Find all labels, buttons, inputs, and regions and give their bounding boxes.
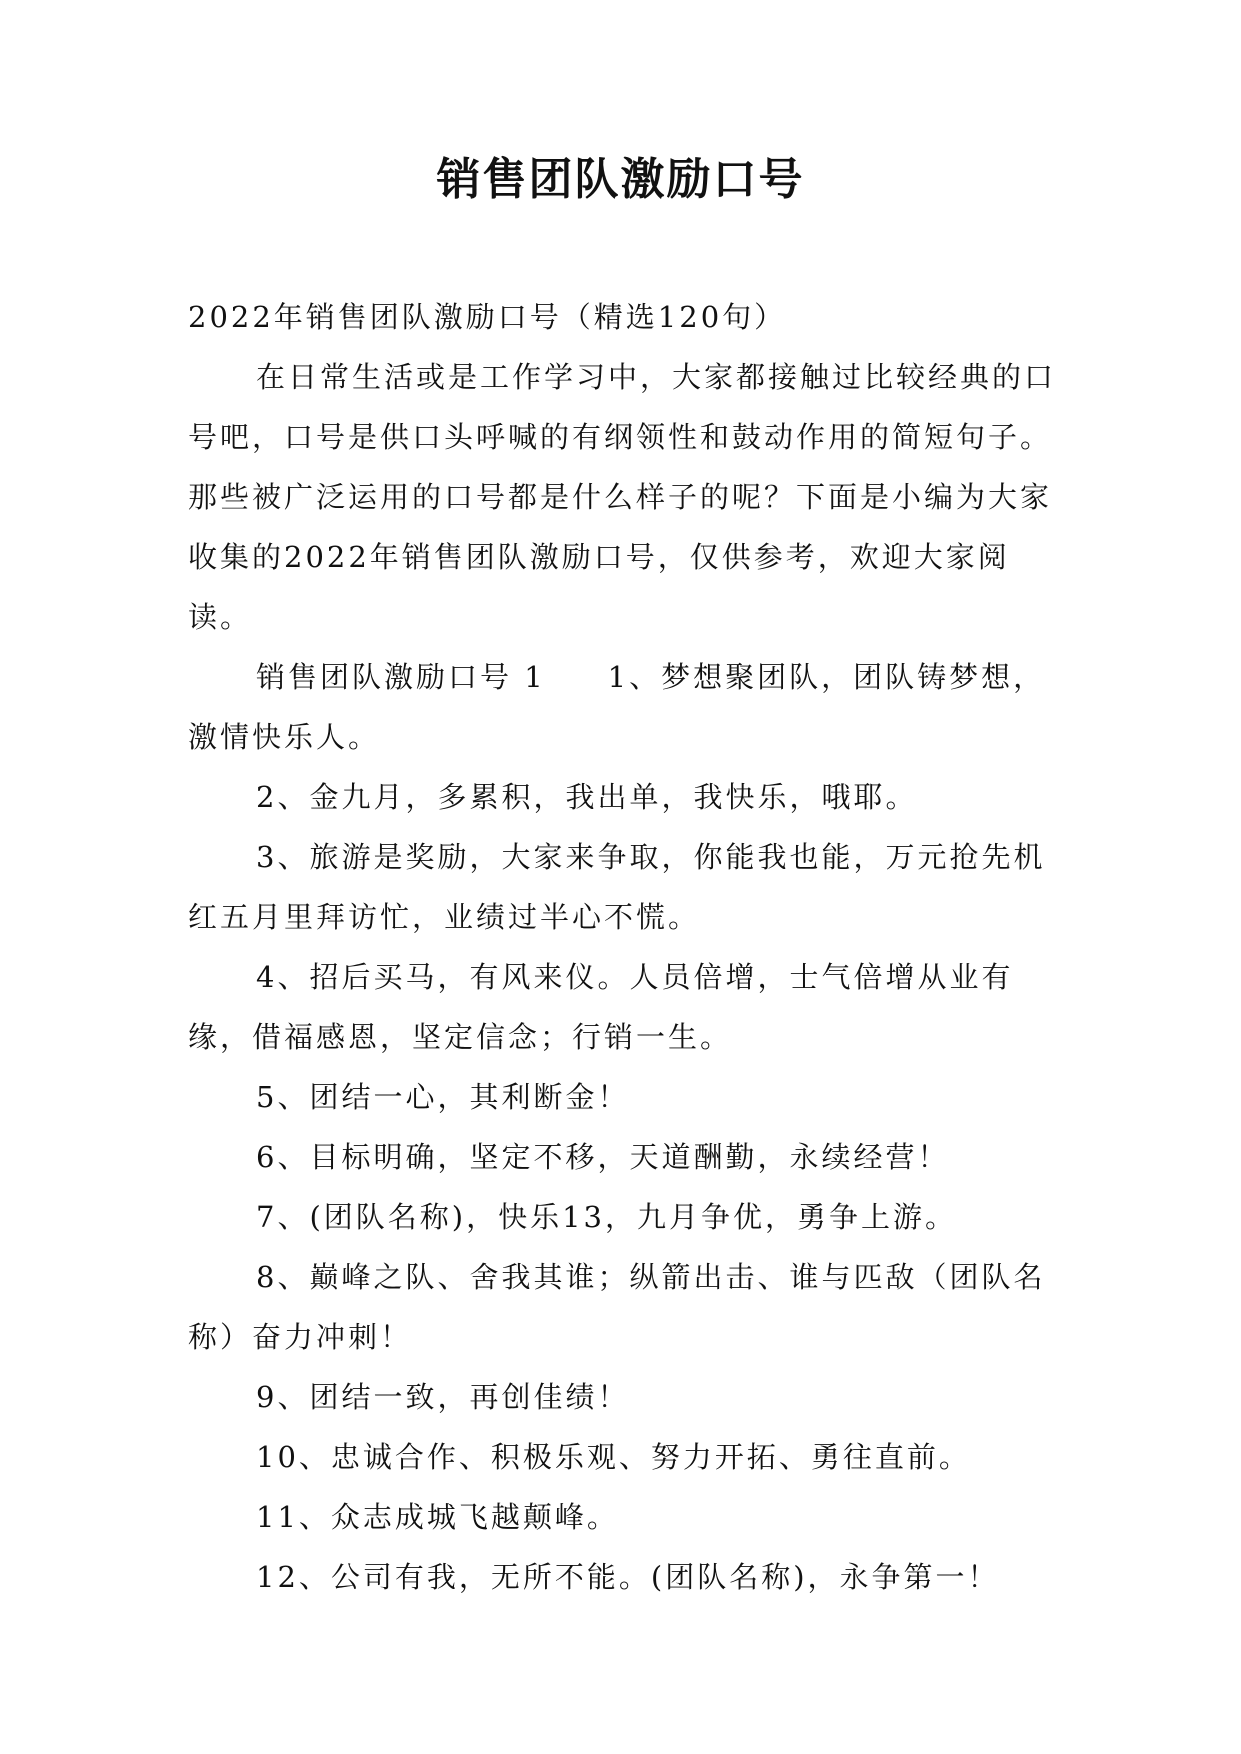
document-title: 销售团队激励口号 [436,154,805,205]
slogan-item: 1、梦想聚团队，团队铸梦想，激情快乐人。 [188,660,1046,754]
document-body [188,287,1056,1607]
slogan-item: 11、众志成城飞越颠峰。 [256,1500,619,1534]
slogan-item: 6、目标明确，坚定不移，天道酬勤，永续经营！ [256,1140,950,1174]
slogan-item: 10、忠诚合作、积极乐观、努力开拓、勇往直前。 [256,1440,971,1474]
intro-paragraph: 在日常生活或是工作学习中，大家都接触过比较经典的口号吧，口号是供口头呼喊的有纲领性和鼓动作用的简短句子。那些被广泛运用的口号都是什么样子的呢？下面是小编为大家收集的2022年销售团队激励口号，仅供参考，欢迎大家阅读。 [188,360,1057,634]
slogan-item: 5、团结一心，其利断金！ [256,1080,630,1114]
slogan-item: 4、招后买马，有风来仪。人员倍增，士气倍增从业有缘，借福感恩，坚定信念；行销一生。 [188,960,1014,1054]
slogan-item: 2、金九月，多累积，我出单，我快乐，哦耶。 [256,780,918,814]
slogan-item: 3、旅游是奖励，大家来争取，你能我也能，万元抢先机红五月里拜访忙，业绩过半心不慌。 [188,840,1046,934]
section-paragraph [188,647,1056,767]
section-heading: 销售团队激励口号 1 [256,660,546,694]
slogan-item: 7、(团队名称)，快乐13，九月争优，勇争上游。 [256,1200,957,1234]
slogan-item: 9、团结一致，再创佳绩！ [256,1380,630,1414]
slogan-item: 8、巅峰之队、舍我其谁；纵箭出击、谁与匹敌（团队名称）奋力冲刺！ [188,1260,1046,1354]
document-subtitle: 2022年销售团队激励口号（精选120句） [188,300,787,334]
slogan-item: 12、公司有我，无所不能。(团队名称)，永争第一！ [256,1560,1000,1594]
